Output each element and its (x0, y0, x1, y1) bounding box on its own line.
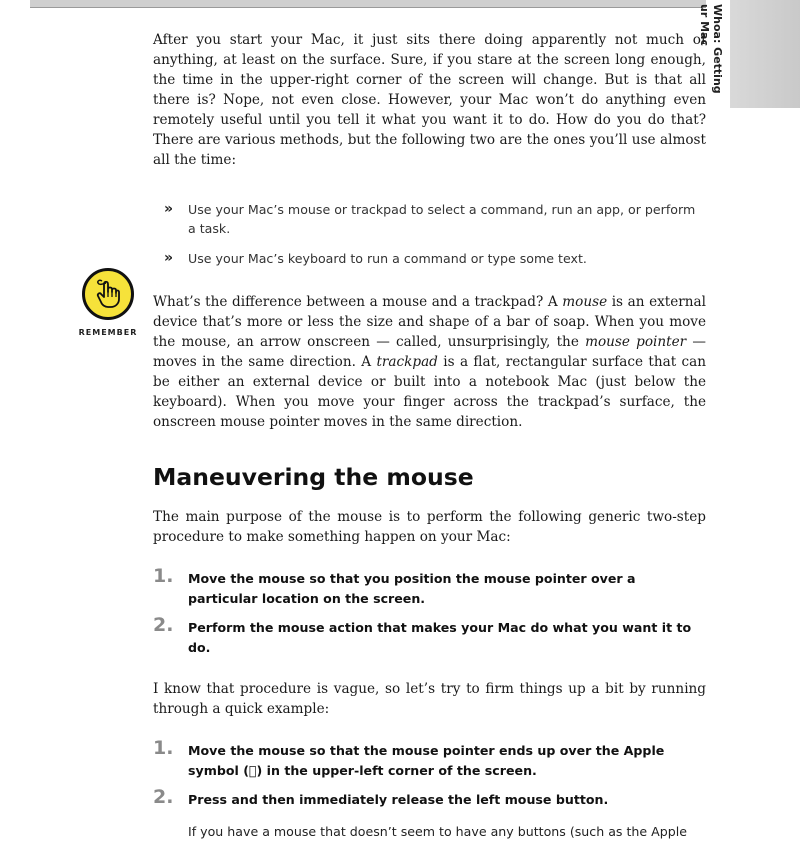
bullet-text: Use your Mac’s mouse or trackpad to select a command, run an app, or perform a task. (188, 202, 696, 236)
list-item (153, 200, 706, 238)
page-content (153, 30, 706, 841)
bullet-text: Use your Mac’s keyboard to run a command or type some text. (188, 251, 587, 266)
remember-text-2: is an external device that’s more or less the size and shape of a bar of soap. When you move the mouse, an arrow onscreen — called, unsurprisingly, the (153, 294, 706, 350)
remember-text-3: — moves in the same direction. A (153, 334, 706, 370)
step-item (153, 737, 706, 780)
step-item (153, 614, 706, 657)
step-text-part: ) in the upper-left corner of the screen. (253, 762, 534, 778)
chapter-tab-line-1: Whoa: Getting (711, 4, 724, 94)
input-methods-list (153, 200, 706, 268)
remember-callout (78, 268, 138, 337)
term-mouse-pointer: mouse pointer (585, 334, 687, 350)
step-text: Press and then immediately release the left mouse button. (188, 792, 609, 807)
chapter-side-tab (730, 0, 800, 108)
step-item (153, 786, 706, 841)
example-intro: I know that procedure is vague, so let’s try to firm things up a bit by running through a quick example: (153, 681, 706, 717)
step-text-part: Move the mouse so that the mouse pointer ends up over the Apple symbol ( (188, 743, 665, 778)
example-steps-list (153, 737, 706, 841)
section-intro: The main purpose of the mouse is to perform the following generic two-step procedure to make something happen on your Mac: (153, 509, 706, 545)
remember-label: REMEMBER (78, 328, 138, 337)
step-text: Perform the mouse action that makes your Mac do what you want it to do. (188, 620, 692, 655)
list-item (153, 249, 706, 268)
term-mouse: mouse (562, 294, 608, 310)
step-text: Move the mouse so that you position the mouse pointer over a particular location on the screen. (188, 571, 636, 606)
chevron-right-icon: » (164, 201, 172, 217)
chapter-tab-line-2: ur Mac (698, 4, 711, 46)
remember-paragraph (153, 292, 706, 432)
step-number: 1. (153, 737, 174, 759)
remember-text-4: is a flat, rectangular surface that can be either an external device or built into a notebook Mac (just below the keyboard). When you move your finger across the trackpad’s surface, the onscreen mouse pointer moves in the same direction. (153, 354, 706, 430)
chevron-right-icon: » (164, 250, 172, 266)
apple-icon (248, 762, 254, 778)
remember-icon-badge (82, 268, 134, 320)
header-rule (30, 0, 706, 8)
step-number: 1. (153, 565, 174, 587)
intro-paragraph: After you start your Mac, it just sits there doing apparently not much of anything, at least on the surface. Sure, if you stare at the screen long enough, the time in the upper-right corner of the screen will change. But is that all there is? Nope, not even close. However, your Mac won’t do anything even remotely useful until you tell it what you want it to do. How do you do that? There are various methods, but the following two are the ones you’ll use almost all the time: (153, 32, 706, 168)
step-text (188, 741, 706, 780)
term-trackpad: trackpad (376, 354, 438, 370)
finger-string-icon (93, 278, 123, 310)
generic-steps-list (153, 565, 706, 657)
remember-text-1: What’s the difference between a mouse and a trackpad? A (153, 294, 563, 310)
step-note: If you have a mouse that doesn’t seem to have any buttons (such as the Apple (188, 823, 688, 839)
step-number: 2. (153, 614, 174, 636)
step-number: 2. (153, 786, 174, 808)
step-item (153, 565, 706, 608)
section-heading: Maneuvering the mouse (153, 463, 474, 491)
